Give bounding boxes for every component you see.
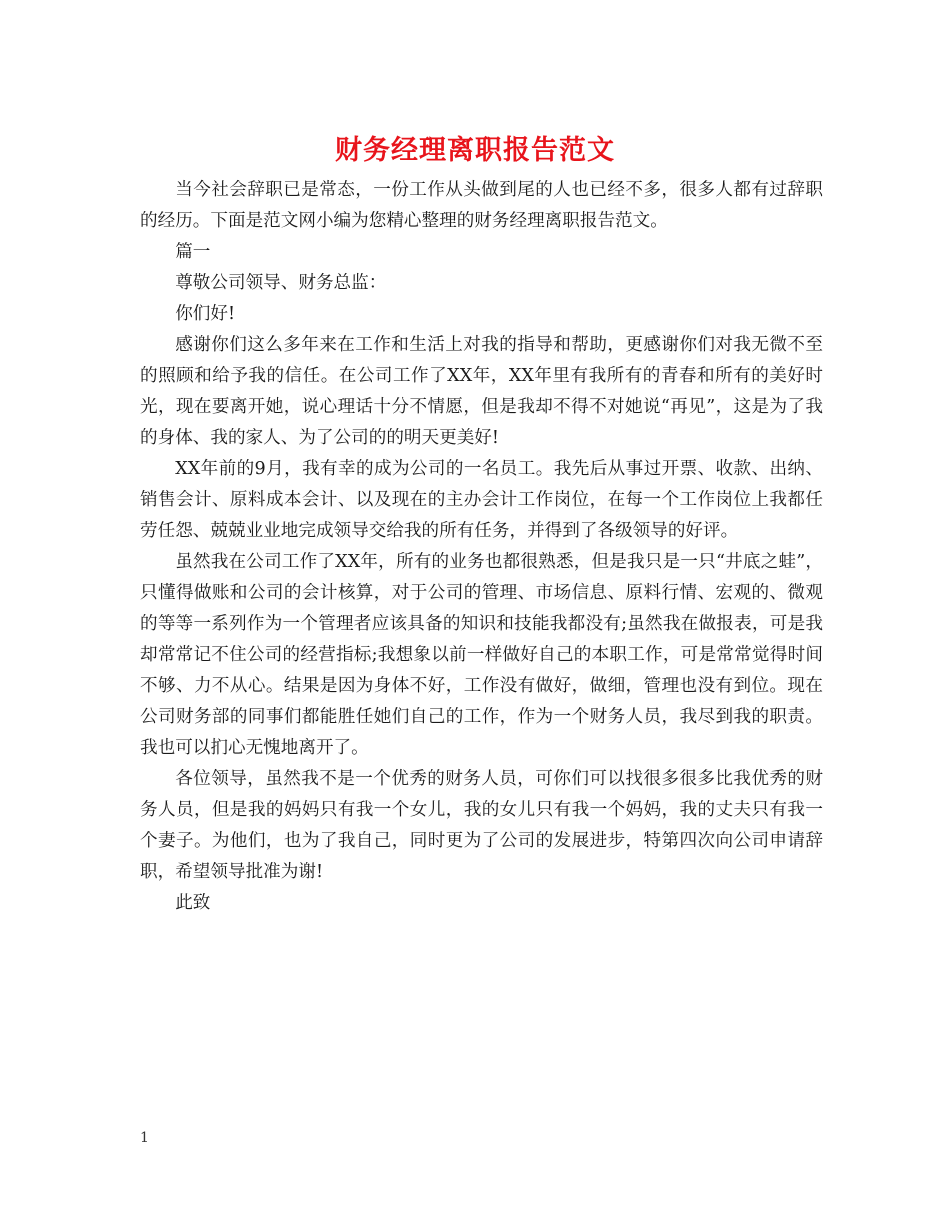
document-title: 财务经理离职报告范文 — [335, 135, 615, 166]
paragraph-salutation: 尊敬公司领导、财务总监： — [175, 273, 387, 293]
paragraph-greeting: 你们好! — [175, 304, 236, 324]
paragraph-intro: 当今社会辞职已是常态，一份工作从头做到尾的人也已经不多，很多人都有过辞职的经历。下面是范文网小编为您精心整理的财务经理离职报告范文。 — [140, 180, 823, 231]
paragraph-section-label: 篇一 — [175, 242, 211, 262]
paragraph-reflection: 虽然我在公司工作了XX年，所有的业务也都很熟悉，但是我只是一只“井底之蛙”，只懂得做账和公司的会计核算，对于公司的管理、市场信息、原料行情、宏观的、微观的等等一系列作为一个管理者应该具备的知识和技能我都没有;虽然我在做报表，可是我却常常记不住公司的经营指标;我想象以前一样做好自己的本职工作，可是常常觉得时间不够、力不从心。结果是因为身体不好，工作没有做好，做细，管理也没有到位。现在公司财务部的同事们都能胜任她们自己的工作，作为一个财务人员，我尽到我的职责。我也可以扪心无愧地离开了。 — [140, 552, 823, 758]
paragraph-request: 各位领导，虽然我不是一个优秀的财务人员，可你们可以找很多很多比我优秀的财务人员，但是我的妈妈只有我一个女儿，我的女儿只有我一个妈妈，我的丈夫只有我一个妻子。为他们，也为了我自己，同时更为了公司的发展进步，特第四次向公司申请辞职，希望领导批准为谢! — [140, 769, 823, 882]
paragraph-thanks: 感谢你们这么多年来在工作和生活上对我的指导和帮助，更感谢你们对我无微不至的照顾和给予我的信任。在公司工作了XX年，XX年里有我所有的青春和所有的美好时光，现在要离开她，说心理话十分不情愿，但是我却不得不对她说“再见”，这是为了我的身体、我的家人、为了公司的的明天更美好! — [140, 335, 823, 448]
paragraph-closing: 此致 — [175, 893, 211, 913]
paragraph-career: XX年前的9月，我有幸的成为公司的一名员工。我先后从事过开票、收款、出纳、销售会计、原料成本会计、以及现在的主办会计工作岗位，在每一个工作岗位上我都任劳任怨、兢兢业业地完成领导交给我的所有任务，并得到了各级领导的好评。 — [140, 459, 823, 541]
document-body — [140, 175, 823, 919]
page-number: 1 — [140, 1130, 149, 1146]
